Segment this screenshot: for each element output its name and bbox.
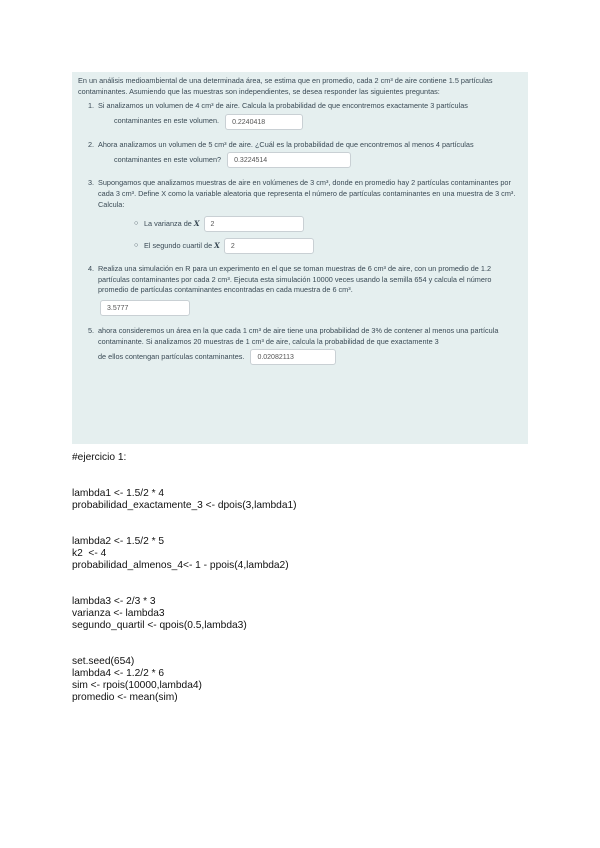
question-text: Realiza una simulación en R para un experimento en el que se toman muestras de 6 cm³ de aire, con un promedio de 1.2 partículas contaminantes por cada 2 cm³. Ejecuta esta simulación 10000 veces usando la semilla 654 y calcula el número promedio de partículas contaminantes encontradas en cada muestra de 6 cm³. bbox=[98, 264, 492, 295]
code-line: promedio <- mean(sim) bbox=[72, 692, 178, 703]
question-2 bbox=[78, 140, 522, 169]
code-line: probabilidad_almenos_4<- 1 - ppois(4,lambda2) bbox=[72, 560, 289, 571]
code-line: k2 <- 4 bbox=[72, 548, 107, 559]
question-1 bbox=[78, 101, 522, 130]
code-line: lambda1 <- 1.5/2 * 4 bbox=[72, 488, 165, 499]
sub-question-quartile bbox=[134, 238, 522, 254]
code-line: varianza <- lambda3 bbox=[72, 608, 165, 619]
answer-row bbox=[94, 114, 522, 130]
question-text: Supongamos que analizamos muestras de aire en volúmenes de 3 cm³, donde en promedio hay 2 partículas contaminantes por cada 3 cm³. Define X como la variable aleatoria que representa el número de partículas contaminantes en una muestra de 3 cm³. Calcula: bbox=[98, 178, 516, 209]
question-text: ahora consideremos un área en la que cada 1 cm³ de aire tiene una probabilidad de 3% de contener al menos una partícula contaminante. Si analizamos 20 muestras de 1 cm³ de aire, calcula la probabilidad de que exactamente 3 bbox=[98, 325, 499, 346]
question-number: 3. bbox=[88, 178, 95, 188]
quartile-answer-input[interactable]: 2 bbox=[224, 238, 314, 254]
quiz-intro: En un análisis medioambiental de una determinada área, se estima que en promedio, cada 2 cm³ de aire contiene 1.5 partículas contaminantes. Asumiendo que las muestras son independientes, se desea responder las siguientes preguntas: bbox=[78, 76, 493, 96]
sub-question-label: El segundo cuartil de bbox=[144, 240, 213, 250]
code-line: segundo_quartil <- qpois(0.5,lambda3) bbox=[72, 620, 247, 631]
code-line: sim <- rpois(10000,lambda4) bbox=[72, 680, 202, 691]
code-line bbox=[72, 584, 532, 596]
variance-answer-input[interactable]: 2 bbox=[204, 216, 304, 232]
answer-row bbox=[94, 300, 522, 316]
sub-question-variance bbox=[134, 216, 522, 232]
variable-x: X bbox=[193, 218, 200, 228]
answer-row bbox=[94, 349, 522, 365]
code-line: lambda2 <- 1.5/2 * 5 bbox=[72, 536, 165, 547]
code-line bbox=[72, 644, 532, 656]
code-line: lambda4 <- 1.2/2 * 6 bbox=[72, 668, 165, 679]
answer-row bbox=[94, 152, 522, 168]
quiz-panel bbox=[72, 72, 528, 444]
question-number: 2. bbox=[88, 139, 95, 149]
question-4 bbox=[78, 264, 522, 316]
answer-input[interactable]: 0.3224514 bbox=[227, 152, 351, 168]
question-5 bbox=[78, 326, 522, 365]
answer-input[interactable]: 0.02082113 bbox=[250, 349, 336, 365]
answer-label: de ellos contengan partículas contaminantes. bbox=[98, 351, 245, 361]
answer-input[interactable]: 3.5777 bbox=[100, 300, 190, 316]
bullet: ○ bbox=[134, 219, 139, 227]
bullet: ○ bbox=[134, 241, 139, 249]
code-line bbox=[72, 464, 532, 476]
variable-x: X bbox=[214, 240, 220, 250]
code-line: set.seed(654) bbox=[72, 656, 135, 667]
question-number: 1. bbox=[88, 101, 95, 111]
question-3 bbox=[78, 178, 522, 254]
answer-input[interactable]: 0.2240418 bbox=[225, 114, 303, 130]
question-text: Si analizamos un volumen de 4 cm³ de aire. Calcula la probabilidad de que encontremos exactamente 3 partículas bbox=[98, 101, 468, 111]
question-text: Ahora analizamos un volumen de 5 cm³ de aire. ¿Cuál es la probabilidad de que encontremos al menos 4 partículas bbox=[98, 139, 474, 149]
code-line: lambda3 <- 2/3 * 3 bbox=[72, 596, 156, 607]
code-block bbox=[72, 452, 532, 704]
answer-label: contaminantes en este volumen? bbox=[114, 155, 222, 165]
question-number: 5. bbox=[88, 325, 95, 335]
code-line bbox=[72, 512, 532, 524]
answer-label: contaminantes en este volumen. bbox=[114, 116, 220, 126]
sub-question-label: La varianza de bbox=[144, 218, 192, 228]
code-line bbox=[72, 524, 532, 536]
code-line: probabilidad_exactamente_3 <- dpois(3,lambda1) bbox=[72, 500, 297, 511]
code-line bbox=[72, 632, 532, 644]
code-line bbox=[72, 476, 532, 488]
code-line bbox=[72, 572, 532, 584]
code-line: #ejercicio 1: bbox=[72, 452, 127, 463]
question-number: 4. bbox=[88, 264, 95, 274]
